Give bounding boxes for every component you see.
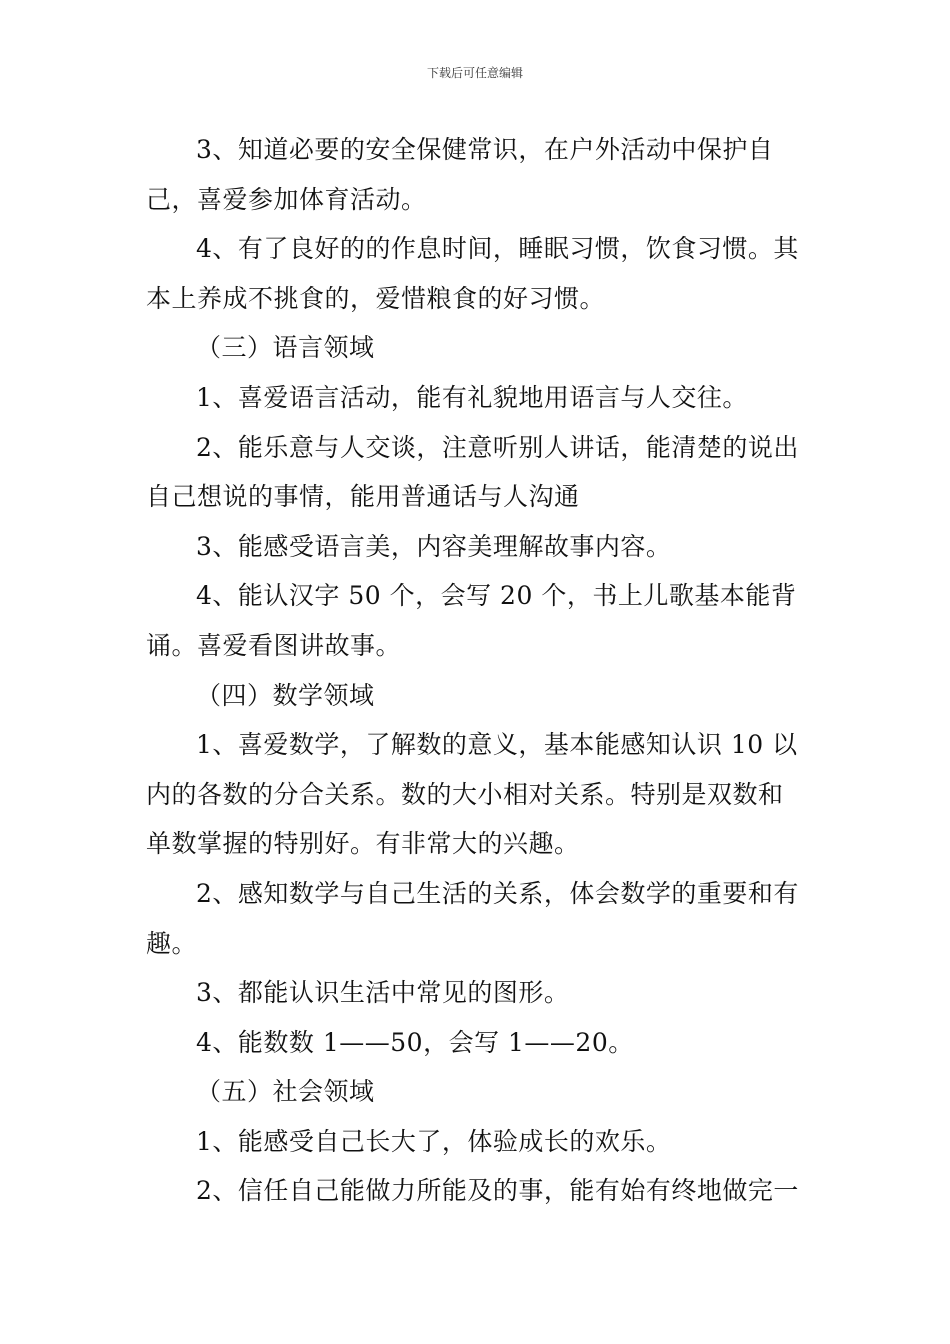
paragraph-math-3: 3、都能认识生活中常见的图形。 — [196, 978, 570, 1008]
paragraph-math-2: 2、感知数学与自己生活的关系，体会数学的重要和有趣。 — [146, 878, 799, 958]
section-heading-language: （三）语言领域 — [196, 333, 375, 363]
paragraph-language-3: 3、能感受语言美，内容美理解故事内容。 — [196, 531, 672, 561]
paragraph-health-3: 3、知道必要的安全保健常识，在户外活动中保护自己，喜爱参加体育活动。 — [146, 135, 774, 214]
paragraph-language-1: 1、喜爱语言活动，能有礼貌地用语言与人交往。 — [196, 382, 748, 412]
section-heading-math: （四）数学领域 — [196, 680, 375, 710]
paragraph-health-4: 4、有了良好的的作息时间，睡眠习惯，饮食习惯。其本上养成不挑食的，爱惜粮食的好习惯。 — [146, 234, 799, 313]
section-heading-social: （五）社会领域 — [196, 1077, 375, 1107]
paragraph-math-1: 1、喜爱数学，了解数的意义，基本能感知认识 10 以内的各数的分合关系。数的大小相对关系。特别是双数和单数掌握的特别好。有非常大的兴趣。 — [146, 730, 798, 859]
header-note: 下载后可任意编辑 — [426, 66, 523, 80]
paragraph-social-1: 1、能感受自己长大了，体验成长的欢乐。 — [196, 1126, 672, 1156]
paragraph-social-2: 2、信任自己能做力所能及的事，能有始有终地做完一 — [196, 1176, 799, 1206]
paragraph-math-4: 4、能数数 1——50，会写 1——20。 — [196, 1027, 634, 1057]
document-body — [146, 125, 808, 1216]
paragraph-language-4: 4、能认汉字 50 个，会写 20 个，书上儿歌基本能背诵。喜爱看图讲故事。 — [146, 581, 797, 660]
paragraph-language-2: 2、能乐意与人交谈，注意听别人讲话，能清楚的说出自己想说的事情，能用普通话与人沟通 — [146, 432, 799, 512]
